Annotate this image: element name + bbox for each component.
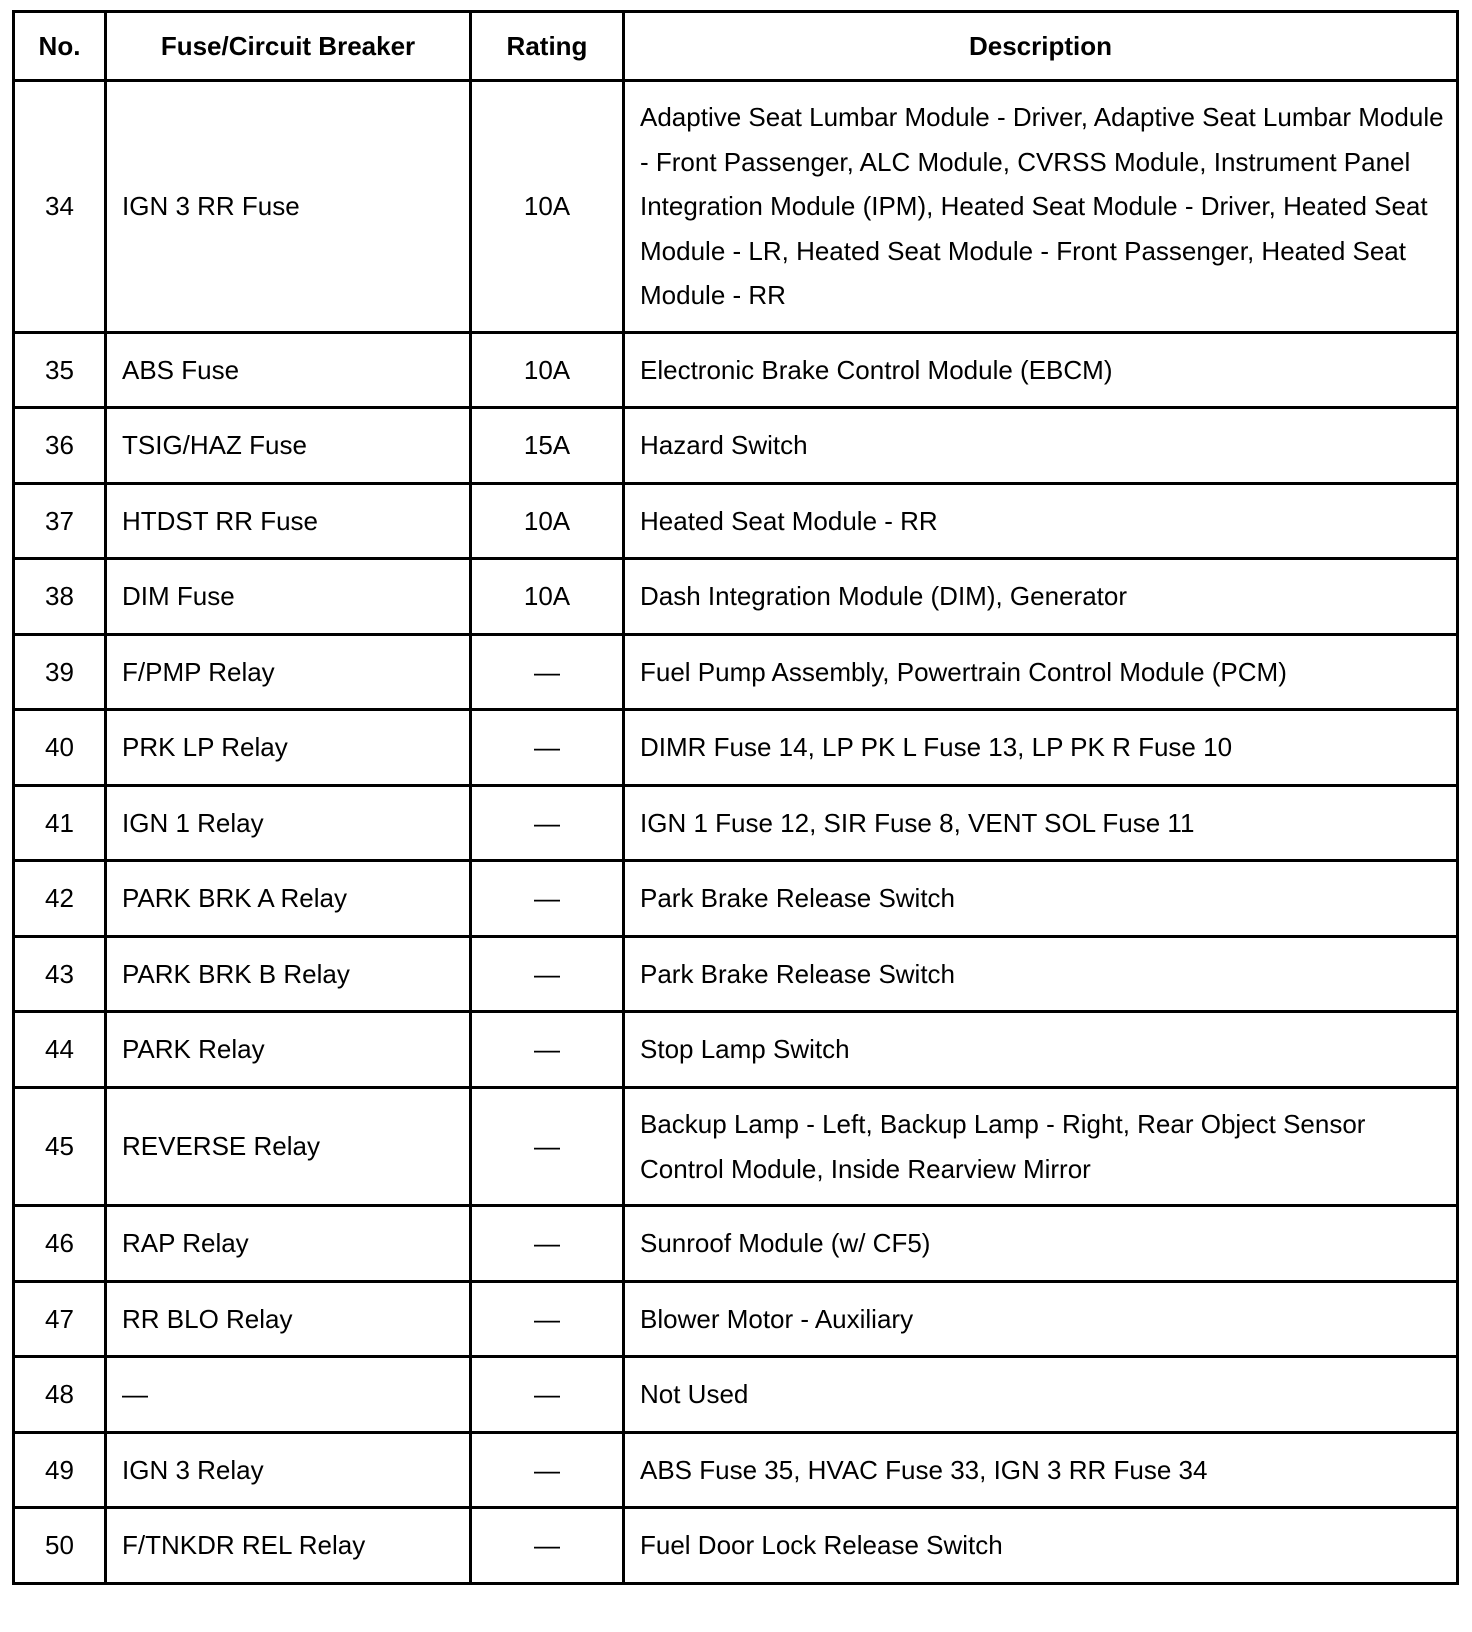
- cell-rating: 15A: [471, 408, 624, 484]
- cell-no: 36: [14, 408, 106, 484]
- cell-description: Sunroof Module (w/ CF5): [624, 1206, 1458, 1282]
- cell-fuse: IGN 1 Relay: [106, 785, 471, 861]
- table-body: [14, 81, 1458, 1584]
- cell-rating: —: [471, 1508, 624, 1584]
- cell-rating: 10A: [471, 559, 624, 635]
- cell-description: Fuel Pump Assembly, Powertrain Control Module (PCM): [624, 634, 1458, 710]
- fuse-table: [12, 10, 1459, 1585]
- cell-fuse: PARK Relay: [106, 1012, 471, 1088]
- cell-rating: —: [471, 1281, 624, 1357]
- table-row: [14, 1206, 1458, 1282]
- table-header: [14, 12, 1458, 81]
- cell-description: Park Brake Release Switch: [624, 861, 1458, 937]
- table-row: [14, 1281, 1458, 1357]
- header-no: No.: [14, 12, 106, 81]
- cell-fuse: REVERSE Relay: [106, 1087, 471, 1205]
- cell-no: 45: [14, 1087, 106, 1205]
- header-description: Description: [624, 12, 1458, 81]
- cell-rating: —: [471, 1206, 624, 1282]
- cell-description: Park Brake Release Switch: [624, 936, 1458, 1012]
- table-row: [14, 785, 1458, 861]
- table-row: [14, 81, 1458, 333]
- cell-fuse: PRK LP Relay: [106, 710, 471, 786]
- table-row: [14, 483, 1458, 559]
- cell-no: 38: [14, 559, 106, 635]
- cell-rating: —: [471, 710, 624, 786]
- cell-rating: —: [471, 1357, 624, 1433]
- cell-fuse: PARK BRK B Relay: [106, 936, 471, 1012]
- cell-fuse: F/PMP Relay: [106, 634, 471, 710]
- cell-description: Hazard Switch: [624, 408, 1458, 484]
- header-rating: Rating: [471, 12, 624, 81]
- table-row: [14, 1508, 1458, 1584]
- cell-description: Not Used: [624, 1357, 1458, 1433]
- cell-no: 37: [14, 483, 106, 559]
- cell-no: 47: [14, 1281, 106, 1357]
- cell-fuse: HTDST RR Fuse: [106, 483, 471, 559]
- cell-no: 48: [14, 1357, 106, 1433]
- cell-description: ABS Fuse 35, HVAC Fuse 33, IGN 3 RR Fuse 34: [624, 1432, 1458, 1508]
- cell-rating: 10A: [471, 332, 624, 408]
- cell-fuse: DIM Fuse: [106, 559, 471, 635]
- cell-rating: 10A: [471, 483, 624, 559]
- cell-no: 49: [14, 1432, 106, 1508]
- cell-no: 44: [14, 1012, 106, 1088]
- cell-no: 35: [14, 332, 106, 408]
- cell-description: Blower Motor - Auxiliary: [624, 1281, 1458, 1357]
- table-row: [14, 710, 1458, 786]
- cell-rating: 10A: [471, 81, 624, 333]
- table-row: [14, 1012, 1458, 1088]
- cell-no: 39: [14, 634, 106, 710]
- cell-description: Adaptive Seat Lumbar Module - Driver, Adaptive Seat Lumbar Module - Front Passenger, ALC Module, CVRSS Module, Instrument Panel Integration Module (IPM), Heated Seat Module - Driver, Heated Seat Module - LR, Heated Seat Module - Front Passenger, Heated Seat Module - RR: [624, 81, 1458, 333]
- cell-no: 42: [14, 861, 106, 937]
- cell-no: 46: [14, 1206, 106, 1282]
- table-row: [14, 408, 1458, 484]
- cell-fuse: TSIG/HAZ Fuse: [106, 408, 471, 484]
- header-fuse-circuit-breaker: Fuse/Circuit Breaker: [106, 12, 471, 81]
- cell-fuse: —: [106, 1357, 471, 1433]
- cell-description: Stop Lamp Switch: [624, 1012, 1458, 1088]
- table-row: [14, 861, 1458, 937]
- cell-fuse: IGN 3 RR Fuse: [106, 81, 471, 333]
- cell-fuse: RR BLO Relay: [106, 1281, 471, 1357]
- cell-no: 41: [14, 785, 106, 861]
- cell-rating: —: [471, 861, 624, 937]
- cell-description: Backup Lamp - Left, Backup Lamp - Right, Rear Object Sensor Control Module, Inside Rearview Mirror: [624, 1087, 1458, 1205]
- cell-description: IGN 1 Fuse 12, SIR Fuse 8, VENT SOL Fuse 11: [624, 785, 1458, 861]
- cell-no: 40: [14, 710, 106, 786]
- cell-rating: —: [471, 936, 624, 1012]
- cell-rating: —: [471, 634, 624, 710]
- cell-description: Electronic Brake Control Module (EBCM): [624, 332, 1458, 408]
- cell-fuse: IGN 3 Relay: [106, 1432, 471, 1508]
- cell-no: 34: [14, 81, 106, 333]
- cell-fuse: RAP Relay: [106, 1206, 471, 1282]
- table-row: [14, 332, 1458, 408]
- table-row: [14, 1357, 1458, 1433]
- table-row: [14, 1087, 1458, 1205]
- cell-fuse: F/TNKDR REL Relay: [106, 1508, 471, 1584]
- cell-description: DIMR Fuse 14, LP PK L Fuse 13, LP PK R Fuse 10: [624, 710, 1458, 786]
- cell-no: 50: [14, 1508, 106, 1584]
- cell-fuse: ABS Fuse: [106, 332, 471, 408]
- cell-no: 43: [14, 936, 106, 1012]
- table-row: [14, 634, 1458, 710]
- cell-rating: —: [471, 1012, 624, 1088]
- cell-description: Heated Seat Module - RR: [624, 483, 1458, 559]
- cell-description: Dash Integration Module (DIM), Generator: [624, 559, 1458, 635]
- table-row: [14, 559, 1458, 635]
- cell-rating: —: [471, 1432, 624, 1508]
- cell-rating: —: [471, 1087, 624, 1205]
- table-row: [14, 1432, 1458, 1508]
- header-row: [14, 12, 1458, 81]
- cell-rating: —: [471, 785, 624, 861]
- table-row: [14, 936, 1458, 1012]
- cell-description: Fuel Door Lock Release Switch: [624, 1508, 1458, 1584]
- cell-fuse: PARK BRK A Relay: [106, 861, 471, 937]
